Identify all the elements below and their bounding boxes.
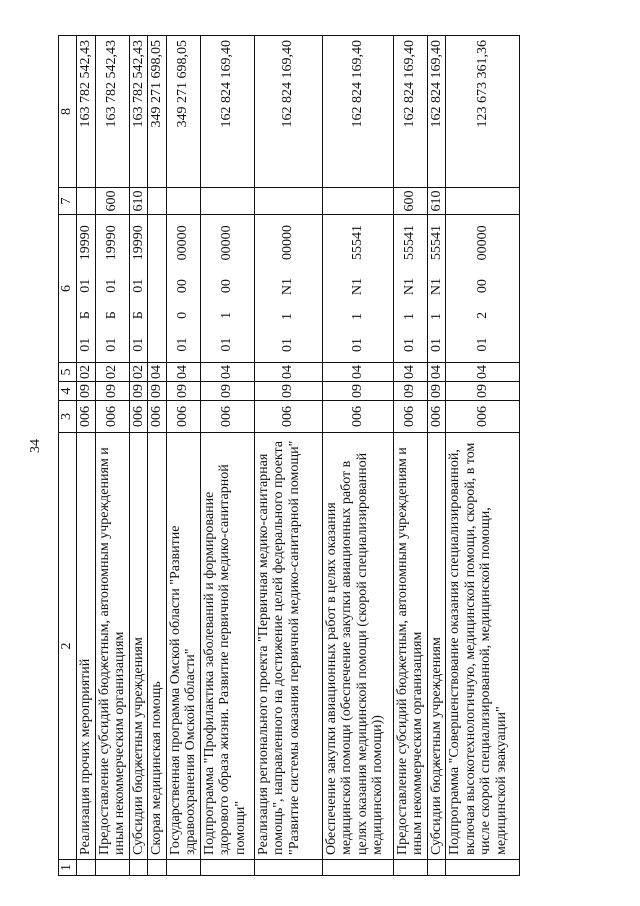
- target-article-part: 01: [78, 278, 93, 293]
- row-subsection-cell: 04: [148, 363, 167, 382]
- header-cell-2: 2: [59, 433, 77, 860]
- row-section-cell: 09: [322, 382, 393, 401]
- target-article-part: 00: [175, 279, 191, 294]
- target-article-part: 55541: [349, 224, 365, 260]
- row-name-cell: Предоставление субсидий бюджетным, автономным учреждениям и иным некоммерческим организациям: [393, 433, 427, 860]
- table-row: [95, 36, 129, 876]
- row-expense-type-cell: 610: [129, 188, 148, 215]
- row-number-cell: [427, 860, 446, 876]
- row-expense-type-cell: 600: [393, 188, 427, 215]
- target-article-part: 00: [219, 279, 235, 294]
- row-section-cell: 09: [129, 382, 148, 401]
- row-amount-cell: 162 824 169,40: [427, 36, 446, 188]
- row-expense-type-cell: 610: [427, 188, 446, 215]
- target-article-part: 55541: [402, 224, 418, 260]
- row-code-cell: 006: [166, 401, 200, 433]
- target-article-part: 01: [280, 338, 296, 353]
- row-code-cell: 006: [200, 401, 254, 433]
- row-amount-cell: 123 673 361,36: [446, 36, 520, 188]
- row-name-cell: Государственная программа Омской области "Развитие здравоохранения Омской области": [166, 433, 200, 860]
- target-article-part: 00000: [474, 225, 490, 261]
- target-article-part: 00000: [280, 224, 296, 260]
- row-name-cell: Обеспечение закупки авиационных работ в целях оказания медицинской помощи (обеспечение закупки авиационных работ в целях оказания медицинской помощи (скорой специализированной медицинской помощи)): [322, 433, 393, 860]
- target-article-part: Б: [130, 311, 146, 320]
- target-article-part: 01: [78, 337, 93, 352]
- target-article-part: Б: [104, 311, 120, 320]
- row-subsection-cell: 04: [446, 363, 520, 382]
- table-row: [427, 36, 446, 876]
- table-row: [200, 36, 254, 876]
- table-row: [129, 36, 148, 876]
- row-code-cell: 006: [148, 401, 167, 433]
- row-amount-cell: 162 824 169,40: [254, 36, 322, 188]
- row-code-cell: 006: [427, 401, 446, 433]
- header-cell-3: 3: [59, 401, 77, 433]
- row-expense-type-cell: [254, 188, 322, 215]
- table-row: [254, 36, 322, 876]
- row-number-cell: [129, 860, 148, 876]
- target-article-part: 00000: [175, 225, 191, 261]
- row-subsection-cell: 04: [200, 363, 254, 382]
- target-article-part: 01: [428, 338, 444, 353]
- row-amount-cell: 163 782 542,43: [77, 36, 96, 188]
- target-article-parts: [175, 216, 191, 361]
- header-cell-8: 8: [59, 36, 77, 188]
- row-number-cell: [200, 860, 254, 876]
- table-row: [322, 36, 393, 876]
- row-target-article-cell: [77, 215, 96, 363]
- target-article-part: 1: [428, 313, 444, 321]
- row-number-cell: [393, 860, 427, 876]
- target-article-part: 01: [402, 338, 418, 353]
- row-subsection-cell: 04: [427, 363, 446, 382]
- row-expense-type-cell: 600: [95, 188, 129, 215]
- target-article-parts: [131, 216, 147, 361]
- target-article-part: 01: [130, 278, 146, 293]
- row-number-cell: [446, 860, 520, 876]
- row-subsection-cell: 04: [166, 363, 200, 382]
- row-name-cell: Подпрограмма "Профилактика заболеваний и формирование здорового образа жизни. Развитие первичной медико-санитарной помощи": [200, 433, 254, 860]
- target-article-parts: [402, 216, 418, 361]
- row-target-article-cell: [200, 215, 254, 363]
- row-number-cell: [95, 860, 129, 876]
- row-target-article-cell: [427, 215, 446, 363]
- row-code-cell: 006: [446, 401, 520, 433]
- row-name-cell: Реализация регионального проекта "Первичная медико-санитарная помощь", направленного на достижение целей федерального проекта "Развитие системы оказания первичной медико-санитарной помощи": [254, 433, 322, 860]
- target-article-parts: [475, 216, 491, 361]
- row-subsection-cell: 02: [129, 363, 148, 382]
- row-code-cell: 006: [393, 401, 427, 433]
- row-expense-type-cell: [322, 188, 393, 215]
- row-amount-cell: 163 782 542,43: [129, 36, 148, 188]
- row-target-article-cell: [129, 215, 148, 363]
- row-section-cell: 09: [148, 382, 167, 401]
- row-amount-cell: 162 824 169,40: [393, 36, 427, 188]
- row-code-cell: 006: [254, 401, 322, 433]
- target-article-part: 19990: [78, 225, 93, 261]
- target-article-parts: [219, 216, 235, 361]
- page-number: 34: [28, 439, 43, 453]
- target-article-parts: [280, 216, 296, 361]
- row-section-cell: 09: [77, 382, 96, 401]
- target-article-part: N1: [349, 277, 365, 296]
- row-name-cell: Предоставление субсидий бюджетным, автономным учреждениям и иным некоммерческим организациям: [95, 433, 129, 860]
- target-article-part: 1: [402, 313, 418, 321]
- row-target-article-cell: [322, 215, 393, 363]
- row-number-cell: [77, 860, 96, 876]
- target-article-part: 1: [349, 313, 365, 321]
- row-subsection-cell: 02: [77, 363, 96, 382]
- row-section-cell: 09: [446, 382, 520, 401]
- row-subsection-cell: 04: [322, 363, 393, 382]
- header-cell-7: 7: [59, 188, 77, 215]
- row-section-cell: 09: [166, 382, 200, 401]
- row-number-cell: [148, 860, 167, 876]
- target-article-part: 01: [130, 337, 146, 352]
- row-expense-type-cell: [148, 188, 167, 215]
- row-target-article-cell: [166, 215, 200, 363]
- header-cell-5: 5: [59, 363, 77, 382]
- row-section-cell: 09: [427, 382, 446, 401]
- table-row: [166, 36, 200, 876]
- target-article-part: 00: [474, 279, 490, 294]
- row-section-cell: 09: [95, 382, 129, 401]
- row-expense-type-cell: [446, 188, 520, 215]
- table-row: [393, 36, 427, 876]
- row-name-cell: Подпрограмма "Совершенствование оказания специализированной, включая высокотехнологичную, медицинской помощи, скорой, в том числе скорой специализированной, медицинской помощи, медицинской эвакуации": [446, 433, 520, 860]
- row-code-cell: 006: [129, 401, 148, 433]
- table-header-row: [59, 36, 77, 876]
- row-amount-cell: 349 271 698,05: [166, 36, 200, 188]
- target-article-part: 01: [175, 337, 191, 352]
- target-article-part: N1: [280, 277, 296, 296]
- row-target-article-cell: [148, 215, 167, 363]
- target-article-part: 01: [474, 337, 490, 352]
- row-number-cell: [166, 860, 200, 876]
- row-expense-type-cell: [77, 188, 96, 215]
- target-article-part: 01: [104, 278, 120, 293]
- row-subsection-cell: 04: [393, 363, 427, 382]
- table-body: [77, 36, 520, 876]
- row-expense-type-cell: [166, 188, 200, 215]
- header-cell-6: 6: [59, 215, 77, 363]
- target-article-part: N1: [402, 277, 418, 296]
- row-name-cell: Реализация прочих мероприятий: [77, 433, 96, 860]
- target-article-part: 2: [474, 311, 490, 319]
- table-row: [77, 36, 96, 876]
- target-article-parts: [429, 216, 445, 361]
- row-subsection-cell: 02: [95, 363, 129, 382]
- row-amount-cell: 163 782 542,43: [95, 36, 129, 188]
- target-article-part: 1: [219, 311, 235, 319]
- row-section-cell: 09: [393, 382, 427, 401]
- row-number-cell: [254, 860, 322, 876]
- row-code-cell: 006: [95, 401, 129, 433]
- target-article-part: 0: [175, 311, 191, 319]
- budget-table: [58, 35, 520, 876]
- row-section-cell: 09: [254, 382, 322, 401]
- target-article-part: 1: [280, 313, 296, 321]
- header-cell-1: 1: [59, 860, 77, 876]
- row-amount-cell: 162 824 169,40: [200, 36, 254, 188]
- target-article-part: 01: [349, 338, 365, 353]
- row-name-cell: Субсидии бюджетным учреждениям: [129, 433, 148, 860]
- row-target-article-cell: [254, 215, 322, 363]
- target-article-parts: [104, 216, 120, 361]
- target-article-part: N1: [428, 277, 444, 296]
- row-expense-type-cell: [200, 188, 254, 215]
- row-name-cell: Субсидии бюджетным учреждениям: [427, 433, 446, 860]
- row-code-cell: 006: [77, 401, 96, 433]
- table-row: [446, 36, 520, 876]
- target-article-part: 00000: [219, 225, 235, 261]
- target-article-parts: [350, 216, 366, 361]
- row-target-article-cell: [393, 215, 427, 363]
- target-article-part: 55541: [428, 224, 444, 260]
- row-code-cell: 006: [322, 401, 393, 433]
- target-article-part: 01: [219, 337, 235, 352]
- target-article-part: 19990: [130, 225, 146, 261]
- rotated-page: [58, 36, 618, 876]
- row-name-cell: Скорая медицинская помощь: [148, 433, 167, 860]
- target-article-part: 19990: [104, 225, 120, 261]
- row-amount-cell: 349 271 698,05: [148, 36, 167, 188]
- target-article-parts: [78, 216, 94, 361]
- table-row: [148, 36, 167, 876]
- row-section-cell: 09: [200, 382, 254, 401]
- row-target-article-cell: [446, 215, 520, 363]
- target-article-part: Б: [78, 311, 93, 320]
- row-subsection-cell: 04: [254, 363, 322, 382]
- row-target-article-cell: [95, 215, 129, 363]
- row-number-cell: [322, 860, 393, 876]
- target-article-part: 01: [104, 337, 120, 352]
- row-amount-cell: 162 824 169,40: [322, 36, 393, 188]
- header-cell-4: 4: [59, 382, 77, 401]
